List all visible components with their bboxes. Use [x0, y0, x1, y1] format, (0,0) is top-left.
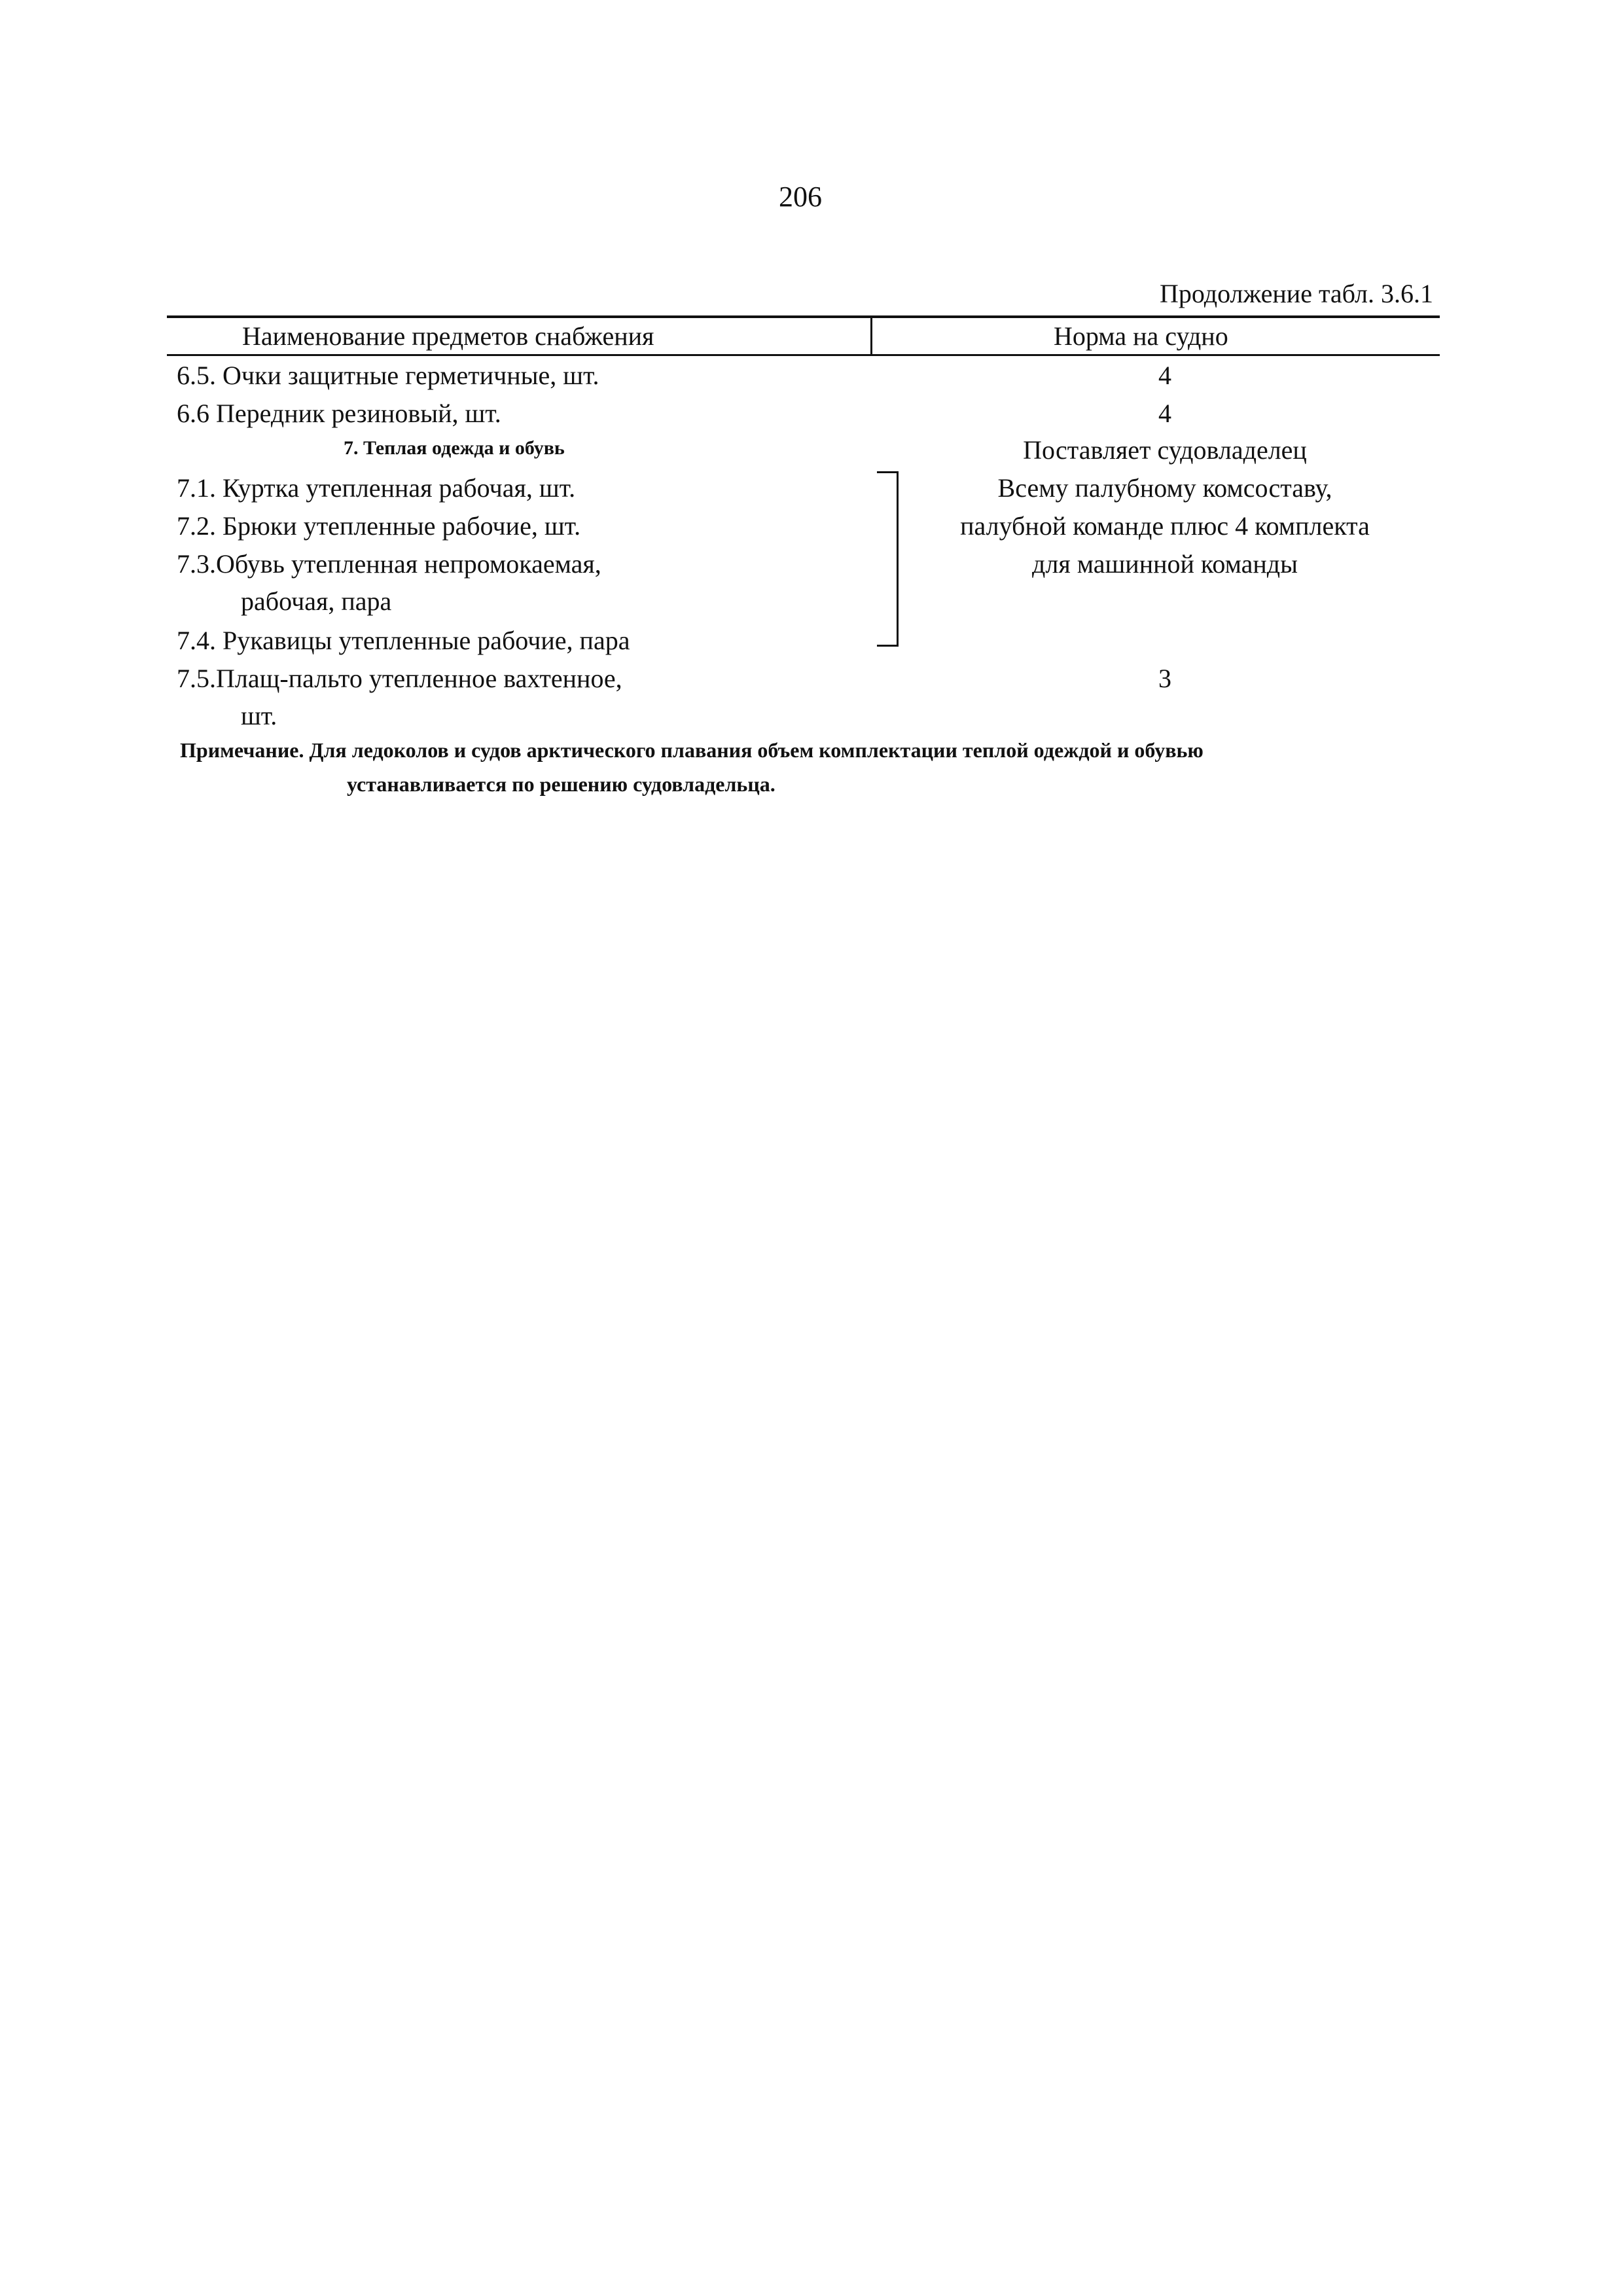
group-norm-line-3: для машинной команды: [1032, 549, 1298, 579]
table-top-rule: [167, 315, 1440, 318]
row-6-5-norm: 4: [1158, 361, 1171, 390]
row-7-1-name: 7.1. Куртка утепленная рабочая, шт.: [177, 473, 576, 503]
header-name: Наименование предметов снабжения: [242, 321, 654, 351]
row-7-2-name: 7.2. Брюки утепленные рабочие, шт.: [177, 511, 581, 541]
row-7-4-name: 7.4. Рукавицы утепленные рабочие, пара: [177, 626, 630, 655]
note-line-2: устанавливается по решению судовладельца.: [347, 772, 776, 796]
page-number: 206: [779, 181, 822, 213]
header-bottom-rule: [167, 354, 1440, 356]
group-norm-line-2: палубной команде плюс 4 комплекта: [960, 511, 1370, 541]
header-norm: Норма на судно: [1054, 321, 1228, 351]
row-6-6-norm: 4: [1158, 399, 1171, 428]
section-norm: Поставляет судовладелец: [1023, 435, 1307, 465]
row-6-5-name: 6.5. Очки защитные герметичные, шт.: [177, 361, 599, 390]
row-7-5-name-cont: шт.: [241, 701, 277, 730]
row-6-6-name: 6.6 Передник резиновый, шт.: [177, 399, 501, 428]
row-7-5-name: 7.5.Плащ-пальто утепленное вахтенное,: [177, 664, 622, 693]
row-7-3-name-cont: рабочая, пара: [241, 586, 392, 616]
group-bracket: [877, 471, 899, 647]
table-caption: Продолжение табл. 3.6.1: [1160, 279, 1433, 308]
section-heading: 7. Теплая одежда и обувь: [344, 437, 565, 459]
row-7-3-name: 7.3.Обувь утепленная непромокаемая,: [177, 549, 601, 579]
row-7-5-norm: 3: [1158, 664, 1171, 693]
group-norm-line-1: Всему палубному комсоставу,: [997, 473, 1332, 503]
header-divider: [870, 315, 872, 356]
note-line-1: Примечание. Для ледоколов и судов арктического плавания объем комплектации теплой одеждой и обувью: [180, 738, 1204, 762]
